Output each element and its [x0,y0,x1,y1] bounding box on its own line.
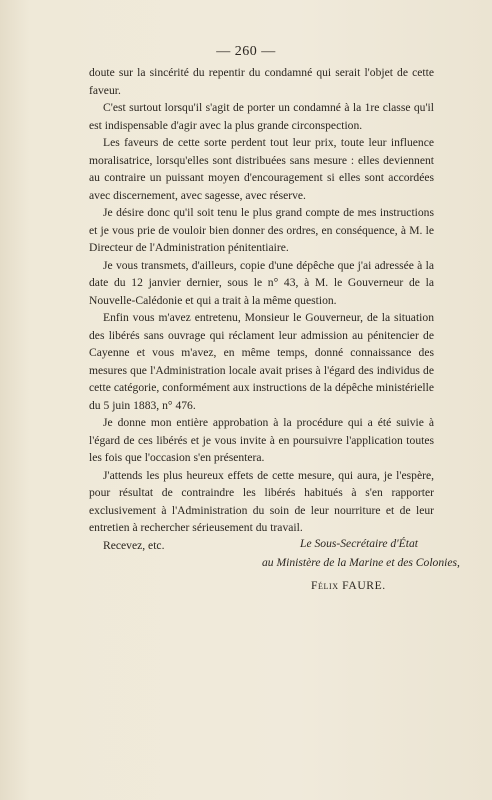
paragraph-3: Les faveurs de cette sorte perdent tout leur prix, toute leur influence moralisatrice, lorsqu'elles sont distribuées sans mesure : elles deviennent au contraire un puissant moyen d'encouragement si elles sont accordées avec discernement, avec sagesse, avec réserve. [89,136,434,202]
signatory-name: Félix FAURE. [311,579,386,592]
paragraph-5: Je vous transmets, d'ailleurs, copie d'une dépêche que j'ai adressée à la date du 12 janvier dernier, sous le n° 43, à M. le Gouverneur de la Nouvelle-Calédonie et qui a trait à la même question. [89,258,434,307]
paragraph-7: Je donne mon entière approbation à la procédure qui a été suivie à l'égard de ces libérés et je vous invite à en poursuivre l'application toutes les fois que l'occasion s'en présentera. [89,416,434,464]
paragraph-1: doute sur la sincérité du repentir du condamné qui serait l'objet de cette faveur. [89,66,434,97]
body-text [89,64,434,554]
paragraph-8: J'attends les plus heureux effets de cette mesure, qui aura, je l'espère, pour résultat de contraindre les libérés habitués à s'en rapporter exclusivement à l'Administration du soin de leur nourriture et de leur entretien à rechercher sérieusement du travail. [89,468,434,534]
paragraph-4: Je désire donc qu'il soit tenu le plus grand compte de mes instructions et je vous prie de vouloir bien donner des ordres, en conséquence, à M. le Directeur de l'Administration pénitentiaire. [89,206,434,254]
signatory-title: Le Sous-Secrétaire d'État [300,537,418,550]
paragraph-closing: Recevez, etc. [103,538,165,552]
paragraph-2: C'est surtout lorsqu'il s'agit de porter un condamné à la 1re classe qu'il est indispensable d'agir avec la plus grande circonspection. [89,101,434,132]
signatory-ministry: au Ministère de la Marine et des Colonies, [262,556,460,569]
page-number: — 260 — [216,44,276,59]
paragraph-6: Enfin vous m'avez entretenu, Monsieur le Gouverneur, de la situation des libérés sans ouvrage qui réclament leur admission au pénitencier de Cayenne et vous m'avez, en même temps, donné connaissance des mesures que l'Administration locale avait prises à l'égard des individus de cette catégorie, conformément aux instructions de la dépêche ministérielle du 5 juin 1883, n° 476. [89,311,434,412]
